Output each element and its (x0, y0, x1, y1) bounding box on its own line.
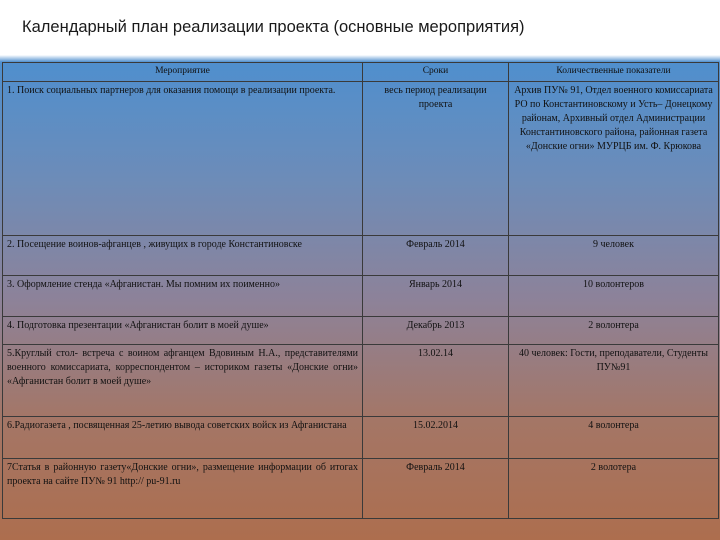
table-row (3, 236, 719, 276)
header-event: Мероприятие (3, 63, 363, 82)
dates-cell: Январь 2014 (363, 276, 509, 317)
schedule-table (2, 62, 719, 519)
event-cell: 5.Круглый стол- встреча с воином афганцем Вдовиным Н.А., представителями военного комиссариата, корреспондентом – историком газеты «Донские огни» «Афганистан болит в моей душе» (3, 345, 363, 417)
table-row (3, 417, 719, 459)
metrics-cell: 40 человек: Гости, преподаватели, Студенты ПУ№91 (509, 345, 719, 417)
metrics-cell: 2 волотера (509, 459, 719, 519)
dates-cell: 13.02.14 (363, 345, 509, 417)
dates-cell: 15.02.2014 (363, 417, 509, 459)
table-row (3, 459, 719, 519)
metrics-cell: 10 волонтеров (509, 276, 719, 317)
table-row (3, 82, 719, 236)
table-header-row (3, 63, 719, 82)
table-row (3, 345, 719, 417)
event-cell: 1. Поиск социальных партнеров для оказания помощи в реализации проекта. (3, 82, 363, 236)
dates-cell: весь период реализации проекта (363, 82, 509, 236)
metrics-cell: Архив ПУ№ 91, Отдел военного комиссариата РО по Константиновскому и Усть– Донецкому районам, Архивный отдел Администрации Константиновского района, районная газета «Донские огни» МУРЦБ им. Ф. Крюкова (509, 82, 719, 236)
table-row (3, 276, 719, 317)
dates-cell: Февраль 2014 (363, 459, 509, 519)
event-cell: 7Статья в районную газету«Донские огни», размещение информации об итогах проекта на сайте ПУ№ 91 http:// pu-91.ru (3, 459, 363, 519)
event-cell: 3. Оформление стенда «Афганистан. Мы помним их поименно» (3, 276, 363, 317)
table-row (3, 317, 719, 345)
metrics-cell: 2 волонтера (509, 317, 719, 345)
dates-cell: Февраль 2014 (363, 236, 509, 276)
title-subtitle: (основные мероприятия) (333, 18, 525, 36)
slide-title (22, 18, 525, 37)
event-cell: 2. Посещение воинов-афганцев , живущих в городе Константиновске (3, 236, 363, 276)
title-main: Календарный план реализации проекта (22, 18, 329, 36)
header-dates: Сроки (363, 63, 509, 82)
event-cell: 4. Подготовка презентации «Афганистан болит в моей душе» (3, 317, 363, 345)
event-cell: 6.Радиогазета , посвященная 25-летию вывода советских войск из Афганистана (3, 417, 363, 459)
metrics-cell: 9 человек (509, 236, 719, 276)
dates-cell: Декабрь 2013 (363, 317, 509, 345)
header-metrics: Количественные показатели (509, 63, 719, 82)
metrics-cell: 4 волонтера (509, 417, 719, 459)
